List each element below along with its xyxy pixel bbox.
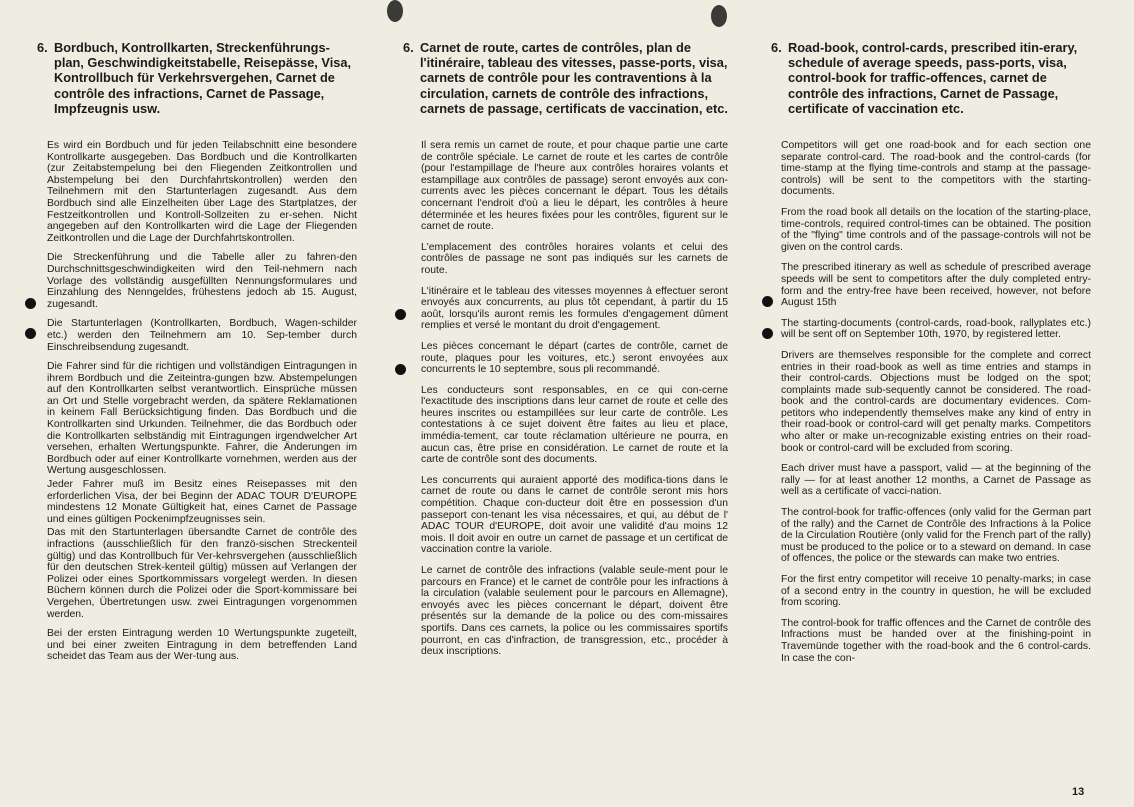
section-number: 6. [771,40,782,55]
section-title: Bordbuch, Kontrollkarten, Streckenführungs-plan, Geschwindigkeitstabelle, Reisepässe, Visa, Kontrollbuch für Verkehrsvergehen, Carnet de contrôle des infractions, Carnet de Passage, Impfzeugnis usw. [54,40,352,116]
section-heading [771,40,1091,116]
paragraph: Les pièces concernant le départ (cartes de contrôle, carnet de route, plaques pour les voitures, etc.) seront envoyées aux concurrents le 10 septembre, sous pli recommandé. [403,341,728,376]
paragraph: For the first entry competitor will receive 10 penalty-marks; in case of a second entry in the country in question, he will be excluded from scoring. [781,574,1091,609]
paragraph: From the road book all details on the location of the starting-place, time-controls, required control-times can be obtained. The position of the "flying" time controls and of the passage-controls will not be given on the control cards. [781,206,1091,253]
paragraph: Es wird ein Bordbuch und für jeden Teilabschnitt eine besondere Kontrollkarte ausgegeben. Das Bordbuch und die Kontrollkarten (zur Zeitabstempelung bei den Fliegenden Zeitkontrollen und Abstempelung bei den Durchfahrtskontrollen) werden den Teilnehmern mit den Startunterlagen zugesandt. Aus dem Bordbuch sind alle Einzelheiten über Lage des Startplatzes, der Festzeitkontrollen und Kontroll-Sollzeiten zu er-sehen. Nicht angegeben auf den Kontrollkarten wird die Lage der Fliegenden Zeitkontrollen und die Lage der Durchfahrtskontrollen. [47,140,357,244]
section-number: 6. [37,40,48,55]
paragraph: Das mit den Startunterlagen übersandte Carnet de contrôle des infractions (ausschließlich für den franzö-sischen Streckenteil gültig) und das Kontrollbuch für Ver-kehrsvergehen (ausschließlich für den deutschen Strek-kenteil gültig) müssen auf Verlangen der Polizei oder eines Sportkommissars vorgelegt werden. In diesen Büchern können durch die Polizei oder die Sport-kommissare bei Vergehen, Übertretungen usw. zwei Eintragungen vorgenommen werden. [47,527,357,620]
bullet-marker [395,364,406,375]
punch-hole [387,0,403,22]
section-title: Road-book, control-cards, prescribed itin-erary, schedule of average speeds, pass-ports, visa, control-book for traffic-offences, carnet de contrôle des infractions, Carnet de Passage, certificate of vaccination etc. [788,40,1078,116]
section-number: 6. [403,40,414,55]
paragraph: Le carnet de contrôle des infractions (valable seule-ment pour le parcours en France) et le carnet de contrôle pour les infractions à la circulation (valable seulement pour le parcours en Allemagne), envoyés avec les pièces concernant le départ, doivent être présentés sur la demande de la police ou des com-missaires sportifs. Dans ces carnets, la police ou les commissaires sportifs pourront, en cas d'infraction, de transgression, etc., procéder à deux inscriptions. [421,565,728,658]
paragraph: L'emplacement des contrôles horaires volants et celui des contrôles de passage ne sont pas indiqués sur les carnets de route. [421,241,728,276]
page-number: 13 [1072,786,1085,798]
paragraph: The control-book for traffic offences and the Carnet de contrôle des Infractions must be handed over at the finishing-point in Travemünde together with the road-book and the 6 control-cards. In case the con- [781,617,1091,664]
paragraph: The prescribed itinerary as well as schedule of prescribed average speeds will be sent to competitors after the duly completed entry-form and the entry-free have been received, however, not before August 15th [771,262,1091,308]
paragraph: L'itinéraire et le tableau des vitesses moyennes à effectuer seront envoyés aux concurrents, au plus tôt cependant, à partir du 15 août, lorsqu'ils auront remis les formules d'engagement dûment remplies et versé le montant du droit d'engagement. [403,286,728,332]
paragraph: The starting-documents (control-cards, road-book, rallyplates etc.) will be sent off on September 10th, 1970, by registered letter. [771,318,1091,341]
paragraph: Les concurrents qui auraient apporté des modifica-tions dans le carnet de route ou dans le carnet de contrôle seront mis hors compétition. Chaque con-ducteur doit être en possession d'un passeport con-tenant les visa nécessaires, et qui, au début de l' ADAC TOUR d'EUROPE, doit avoir une validité d'au moins 12 mois. Il doit avoir en outre un carnet de passage et un certificat de vaccination contre la variole. [421,474,728,556]
bullet-marker [25,298,36,309]
paragraph: Die Streckenführung und die Tabelle aller zu fahren-den Durchschnittsgeschwindigkeiten wird den Teil-nehmern nach Vorlage des vollständig ausgefüllten Nennungsformulares und Einzahlung des Nenngeldes, frühestens jedoch ab 15. August, zugesandt. [37,252,357,310]
column-french [403,40,728,667]
column-english [771,40,1091,673]
paragraph: Drivers are themselves responsible for the complete and correct entries in their road-book as well as time entries and stamps in their control-cards. Objections must be lodged on the spot; complaints made sub-sequently cannot be considered. The road-book and the control-cards are documentary evidences. Com-petitors who independently themselves make any kind of entry in their road-book or control-card will get penalty marks. Competitors who alter or make un-recognizable existing entries on their road-book or control-card will be excluded from scoring. [781,349,1091,454]
section-heading [37,40,357,116]
punch-hole [711,5,727,27]
section-heading [403,40,728,116]
paragraph: Each driver must have a passport, valid — at the beginning of the rally — for at least another 12 months, a Carnet de Passage as well as a certificate of vacci-nation. [781,463,1091,498]
paragraph: Les conducteurs sont responsables, en ce qui con-cerne l'exactitude des inscriptions dans leur carnet de route et celle des heures inscrites ou estampillées sur leur carte de contrôle. Les contestations à ce sujet doivent être faites au lieu et place, immédia-tement, car toute réclamation ultérieure ne pourra, en aucun cas, être prise en considération. Le carnet de route et la carte de contrôle sont des documents. [421,384,728,466]
bullet-marker [25,328,36,339]
paragraph: Die Startunterlagen (Kontrollkarten, Bordbuch, Wagen-schilder etc.) werden den Teilnehmern am 10. Sep-tember durch Einschreibsendung zugesandt. [37,318,357,353]
bullet-marker [395,309,406,320]
paragraph: Bei der ersten Eintragung werden 10 Wertungspunkte zugeteilt, und bei einer zweiten Eintragung in dem betreffenden Land scheidet das Team aus der Wer-tung aus. [47,628,357,663]
bullet-marker [762,296,773,307]
paragraph: The control-book for traffic-offences (only valid for the German part of the rally) and the Carnet de Contrôle des Infractions à la Police de la Circulation Routière (only valid for the French part of the rally) must be produced to the police or to a steward on demand. In case of offences, the police or the stewards can make two entries. [781,507,1091,565]
paragraph: Competitors will get one road-book and for each section one separate control-card. The road-book and the control-cards (for time-stamp at the flying time-controls and stamp at the passage-controls) will be sent to the competitors with the starting-documents. [781,140,1091,198]
section-title: Carnet de route, cartes de contrôles, plan de l'itinéraire, tableau des vitesses, passe-ports, visa, carnets de contrôle pour les contraventions à la circulation, carnets de contrôle des infractions, carnets de passage, certificats de vaccination, etc. [420,40,728,116]
paragraph: Jeder Fahrer muß im Besitz eines Reisepasses mit den erforderlichen Visa, der bei Beginn der ADAC TOUR D'EUROPE mindestens 12 Monate Gültigkeit hat, eines Carnet de Passage und eines gültigen Pockenimpfzeugnisses sein. [47,479,357,525]
paragraph: Die Fahrer sind für die richtigen und vollständigen Eintragungen in ihrem Bordbuch und die Zeiteintra-gungen bzw. Abstempelungen auf den Kontrollkarten selbst verantwortlich. Einsprüche müssen an Ort und Stelle vorgebracht werden, da spätere Reklamationen in keinem Fall Berücksichtigung finden. Das Bordbuch und die Kontrollkarten sind Urkunden. Teilnehmer, die das Bordbuch oder die Kontrollkarten selbständig mit Eintragungen irgendwelcher Art versehen, erhalten Wertungspunkte. Fahrer, die Änderungen im Bordbuch oder auf einer Kontrollkarte vornehmen, werden aus der Wertung ausgeschlossen. [47,361,357,477]
column-german [37,40,357,671]
bullet-marker [762,328,773,339]
paragraph: Il sera remis un carnet de route, et pour chaque partie une carte de contrôle spéciale. Le carnet de route et les cartes de contrôle (pour l'estampillage de l'heure aux contrôles horaires volants et estampillage aux contrôles de passage) seront envoyés aux con-currents avec les pièces concernant le départ. Tous les détails concernant l'endroit d'où a lieu le départ, les contrôles à heure déterminée et les heures fixées pour les contrôles, figurent sur le carnet de route. [421,140,728,233]
